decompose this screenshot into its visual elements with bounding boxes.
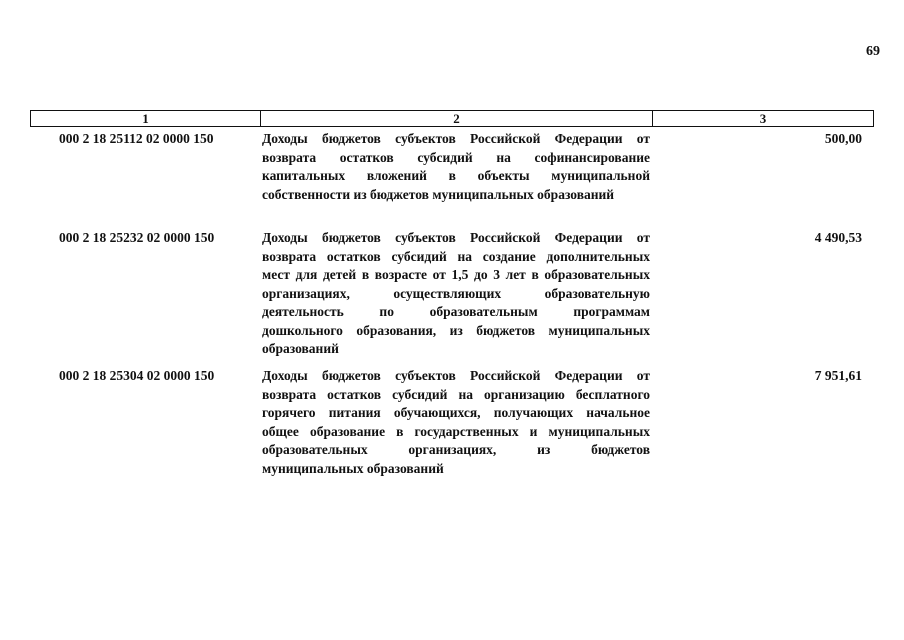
description-line: Доходы бюджетов субъектов Российской Федерации от <box>262 230 650 245</box>
amount: 4 490,53 <box>814 230 862 245</box>
income-description <box>262 367 650 478</box>
description-line: возврата остатков субсидий на создание дополнительных <box>262 248 650 264</box>
income-description <box>262 229 650 359</box>
description-line: Доходы бюджетов субъектов Российской Федерации от <box>262 368 650 383</box>
budget-code: 000 2 18 25112 02 0000 150 <box>59 131 214 146</box>
description-line: Доходы бюджетов субъектов Российской Федерации от <box>262 131 650 146</box>
header-col-2: 2 <box>261 111 653 126</box>
description-line: дошкольного образования, из бюджетов муниципальных <box>262 322 650 338</box>
description-line: организациях, осуществляющих образовательную <box>262 285 650 301</box>
header-col-3: 3 <box>759 111 767 126</box>
table-header <box>30 110 874 127</box>
description-line: образований <box>262 341 339 356</box>
description-line: возврата остатков субсидий на организацию бесплатного <box>262 386 650 402</box>
amount: 500,00 <box>824 131 862 146</box>
description-line: деятельность по образовательным программам <box>262 304 650 319</box>
budget-code: 000 2 18 25232 02 0000 150 <box>59 230 215 245</box>
income-description <box>262 130 650 204</box>
amount: 7 951,61 <box>814 368 862 383</box>
description-line: общее образование в государственных и муниципальных <box>262 423 650 439</box>
description-line: капитальных вложений в объекты муниципальной <box>262 168 650 183</box>
description-line: возврата остатков субсидий на софинансирование <box>262 149 650 165</box>
budget-code: 000 2 18 25304 02 0000 150 <box>59 368 215 383</box>
header-col-1: 1 <box>31 111 261 126</box>
description-line: собственности из бюджетов муниципальных образований <box>262 186 615 202</box>
description-line: горячего питания обучающихся, получающих начальное <box>262 405 650 420</box>
description-line: образовательных организациях, из бюджетов <box>262 442 650 457</box>
description-line: муниципальных образований <box>262 460 444 476</box>
description-line: мест для детей в возрасте от 1,5 до 3 лет в образовательных <box>262 267 650 282</box>
page-number: 69 <box>866 44 880 59</box>
